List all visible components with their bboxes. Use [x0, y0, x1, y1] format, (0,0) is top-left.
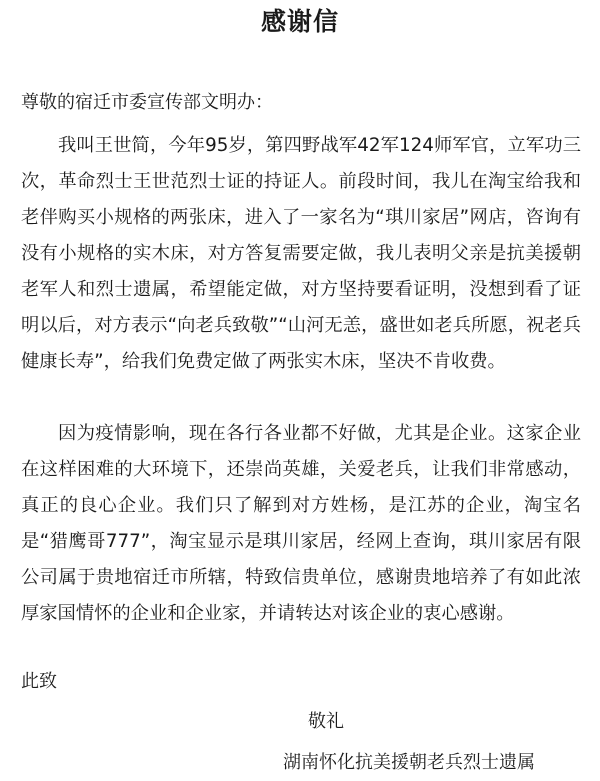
- letter-title: 感谢信: [260, 7, 339, 36]
- closing: 此致: [21, 671, 57, 692]
- body-paragraph-1: 我叫王世简，今年95岁，第四野战军42军124师军官，立军功三次，革命烈士王世范烈士证的持证人。前段时间，我儿在淘宝给我和老伴购买小规格的两张床，进入了一家名为“琪川家居”网店，咨询有没有小规格的实木床，对方答复需要定做，我儿表明父亲是抗美援朝老军人和烈士遗属，希望能定做，对方坚持要看证明，没想到看了证明以后，对方表示“向老兵致敬”“山河无恙，盛世如老兵所愿，祝老兵健康长寿”，给我们免费定做了两张实木床，坚决不肯收费。: [21, 135, 581, 372]
- body-paragraph-2: 因为疫情影响，现在各行各业都不好做，尤其是企业。这家企业在这样困难的大环境下，还崇尚英雄，关爱老兵，让我们非常感动，真正的良心企业。我们只了解到对方姓杨，是江苏的企业，淘宝名是“猎鹰哥777”，淘宝显示是琪川家居，经网上查询，琪川家居有限公司属于贵地宿迁市所辖，特致信贵单位，感谢贵地培养了有如此浓厚家国情怀的企业和企业家，并请转达对该企业的衷心感谢。: [21, 423, 581, 624]
- salutation: 尊敬的宿迁市委宣传部文明办：: [21, 92, 273, 113]
- regards: 敬礼: [308, 711, 344, 732]
- signature: 湖南怀化抗美援朝老兵烈士遗属: [283, 752, 535, 773]
